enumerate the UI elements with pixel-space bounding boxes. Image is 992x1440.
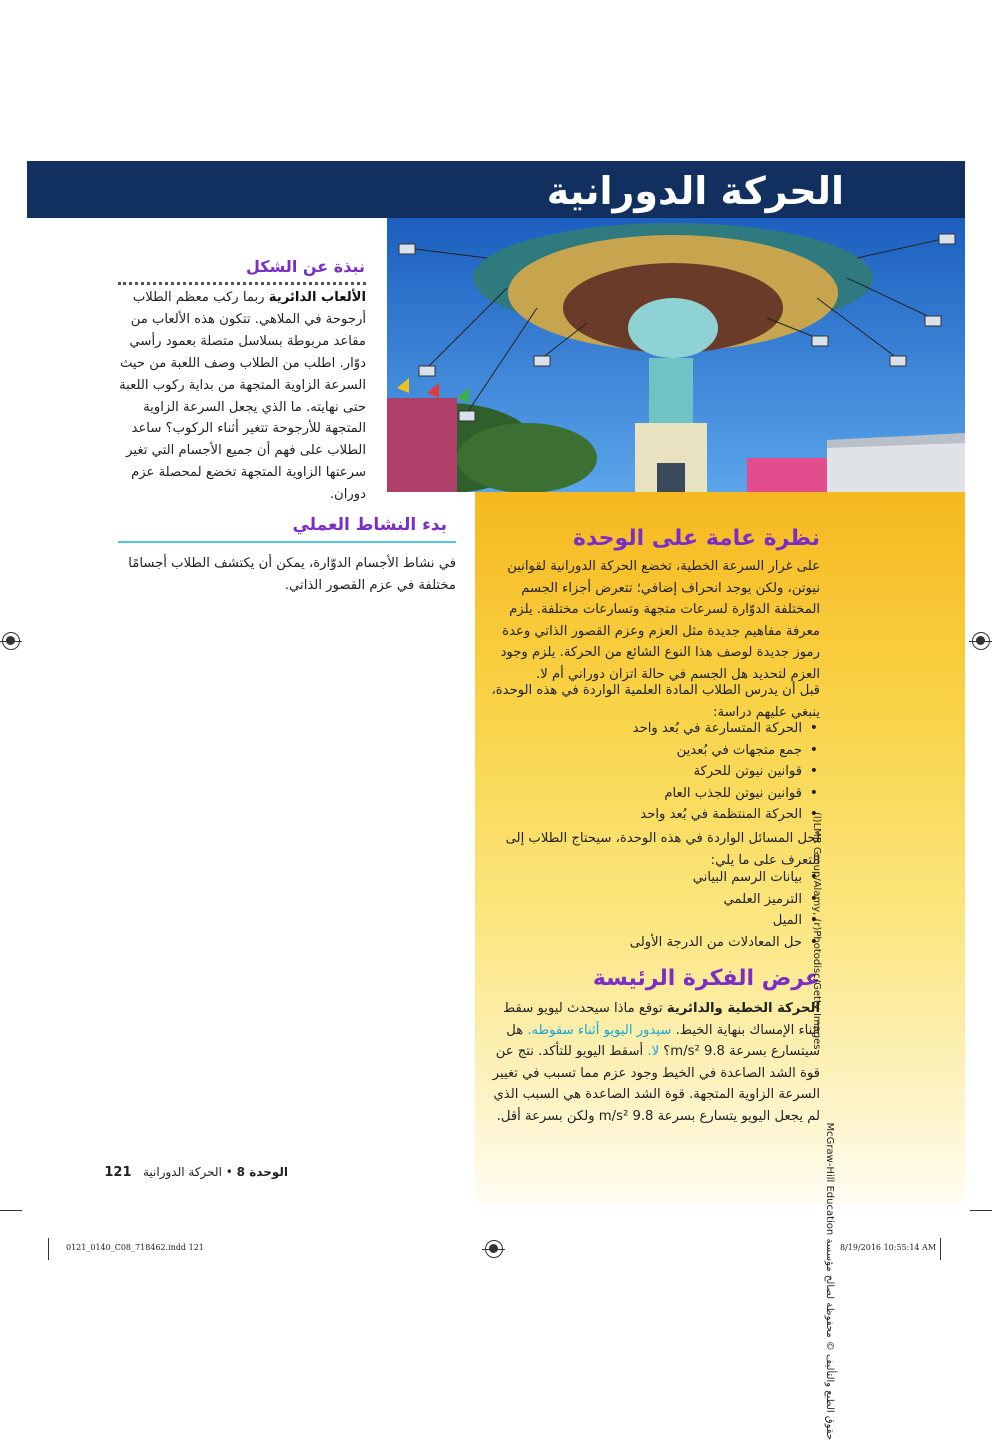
photo-credits <box>810 812 836 1440</box>
prerequisites-intro: قبل أن يدرس الطلاب المادة العلمية الواردة في هذه الوحدة، ينبغي عليهم دراسة: <box>491 683 820 720</box>
figure-body: ربما ركب معظم الطلاب أرجوحة في الملاهي. تتكون هذه الألعاب من مقاعد مربوطة بسلاسل متصلة بعمود رأسي دوّار. اطلب من الطلاب وصف اللعبة من حيث السرعة الزاوية المتجهة من بداية ركوب اللعبة حتى نهايته. ما الذي يجعل السرعة الزاوية المتجهة للأرجوحة تتغير أثناء الركوب؟ ساعد الطلاب على فهم أن جميع الأجسام التي تغير سرعتها الزاوية المتجهة تخضع لمحصلة عزم دوران. <box>119 290 366 503</box>
list-item: • جمع متجهات في بُعدين <box>490 740 820 762</box>
swing-ride-photo <box>387 218 965 492</box>
figure-lead: الألعاب الدائرية <box>268 290 366 305</box>
figure-heading: نبذة عن الشكل <box>245 257 365 276</box>
big-idea-answer-1: سيدور اليويو أثناء سقوطه. <box>527 1022 672 1038</box>
list-item: • الميل <box>490 910 820 932</box>
footer-chapter: الحركة الدورانية <box>142 1165 222 1179</box>
big-idea-text-3: أسقط اليويو للتأكد. نتج عن قوة الشد الصاعدة في الخيط وجود عزم مما تسبب في تغيير السرعة الزاوية المتجهة. قوة الشد الصاعدة هي السبب الذي لم يجعل اليويو يتسارع بسرعة 9.8 m/s² ولكن بسرعة أقل. <box>492 1044 820 1124</box>
list-item: • حل المعادلات من الدرجة الأولى <box>490 932 820 954</box>
activity-divider <box>118 541 456 543</box>
crop-mark <box>48 1238 49 1260</box>
problem-solving-intro: لحل المسائل الواردة في هذه الوحدة، سيحتاج الطلاب إلى التعرف على ما يلي: <box>505 831 820 868</box>
figure-paragraph <box>118 287 366 506</box>
activity-heading: بدء النشاط العملي <box>292 515 447 535</box>
big-idea-paragraph <box>490 998 820 1128</box>
page-title: الحركة الدورانية <box>546 169 844 213</box>
problem-skills-list <box>490 867 820 953</box>
activity-paragraph: في نشاط الأجسام الدوّارة، يمكن أن يكتشف الطلاب أجسامًا مختلفة في عزم القصور الذاتي. <box>128 556 456 593</box>
crop-mark <box>0 1210 22 1211</box>
list-item: • الحركة المتسارعة في بُعد واحد <box>490 718 820 740</box>
big-idea-text-2: هل سيتسارع بسرعة 9.8 m/s²؟ <box>506 1022 820 1060</box>
list-item: • بيانات الرسم البياني <box>490 867 820 889</box>
big-idea-lead: الحركة الخطية والدائرية <box>666 1001 820 1016</box>
page-number: 121 <box>104 1165 132 1180</box>
overview-paragraph: على غرار السرعة الخطية، تخضع الحركة الدورانية لقوانين نيوتن، ولكن يوجد انحراف إضافي؛ تتعرض أجزاء الجسم المختلفة الدوّارة لسرعات متجهة وتسارعات مختلفة. يلزم معرفة مفاهيم جديدة مثل العزم وعزم القصور الذاتي وعدة رموز جديدة لوصف هذا النوع الشائع من الحركة. يلزم وجود العزم لتحديد هل الجسم في حالة اتزان دوراني أم لا. <box>500 559 820 682</box>
big-idea-heading: عرض الفكرة الرئيسة <box>592 966 820 991</box>
prerequisites-list <box>490 718 820 826</box>
overview-heading: نظرة عامة على الوحدة <box>572 526 820 551</box>
copyright-line: حقوق الطبع والتأليف © محفوظة لصالح مؤسسة McGraw-Hill Education <box>824 1122 835 1440</box>
crop-mark <box>940 1238 941 1260</box>
registration-mark-icon <box>485 1240 503 1258</box>
file-slug: 0121_0140_C08_718462.indd 121 <box>66 1243 204 1252</box>
dotted-divider <box>118 282 366 285</box>
registration-mark-icon <box>2 632 20 650</box>
page-footer <box>104 1165 288 1180</box>
list-item: • الحركة المنتظمة في بُعد واحد <box>490 804 820 826</box>
big-idea-text-1: توقع ماذا سيحدث ليويو سقط أثناء الإمساك بنهاية الخيط. <box>503 1001 820 1038</box>
footer-unit: الوحدة 8 <box>236 1165 288 1179</box>
date-slug: 8/19/2016 10:55:14 AM <box>840 1243 937 1252</box>
registration-mark-icon <box>972 632 990 650</box>
image-credit-line: (l)LMR Group/Alamy, (r)Photodisc/Getty Images <box>811 812 822 1050</box>
list-item: • قوانين نيوتن للجذب العام <box>490 783 820 805</box>
footer-bullet: • <box>225 1165 233 1179</box>
list-item: • الترميز العلمي <box>490 889 820 911</box>
big-idea-answer-2: لا. <box>647 1044 660 1060</box>
list-item: • قوانين نيوتن للحركة <box>490 761 820 783</box>
crop-mark <box>970 1210 992 1211</box>
swing-ride-illustration <box>387 218 965 492</box>
